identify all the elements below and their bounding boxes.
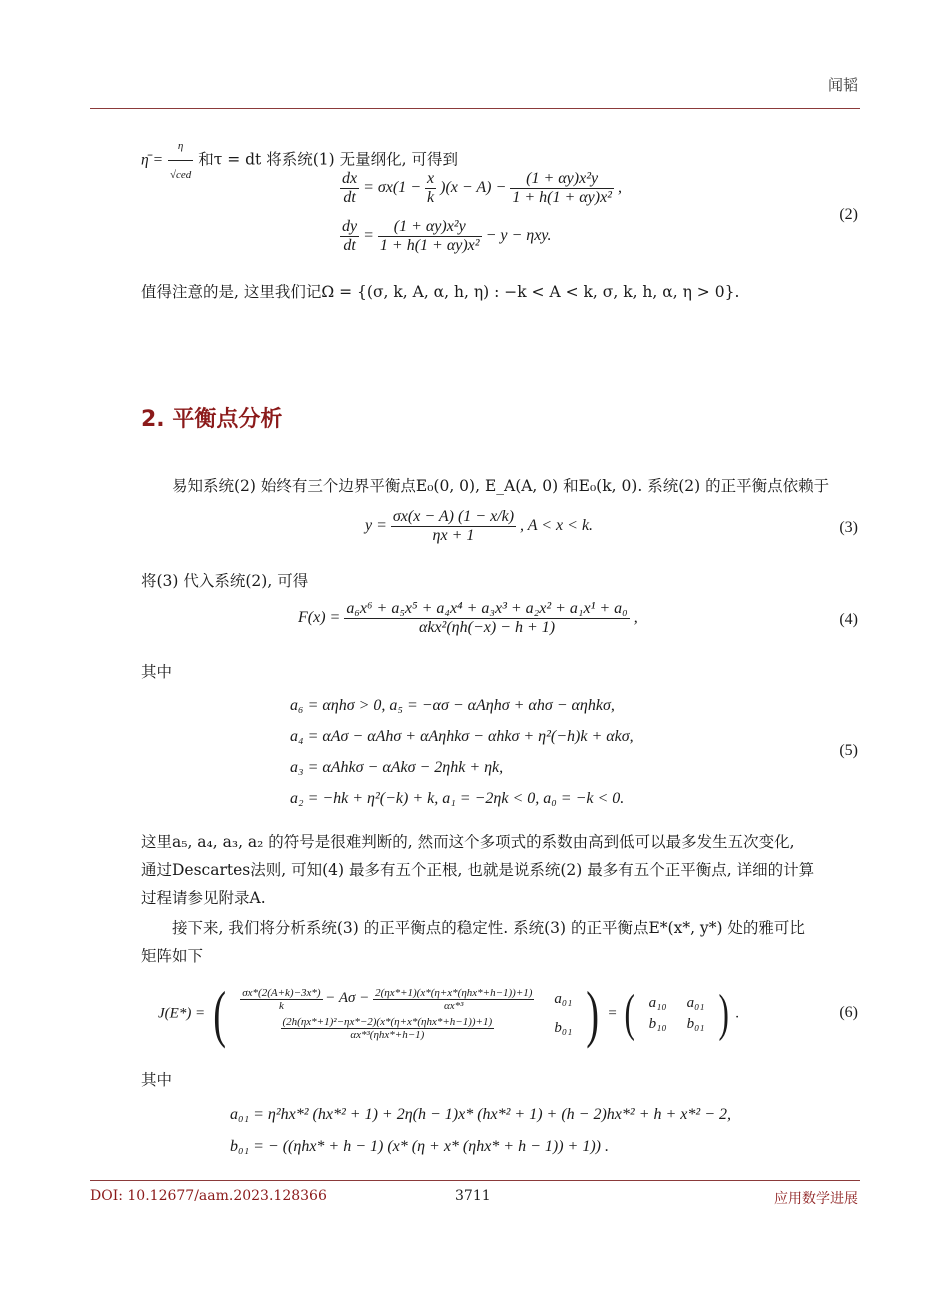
section-title: 2. 平衡点分析 xyxy=(141,407,283,432)
omega-definition: 值得注意的是, 这里我们记Ω = {(σ, k, A, α, h, η) : −k < A < k, σ, k, h, α, η > 0}. xyxy=(141,283,740,301)
equation-4-number: (4) xyxy=(839,611,858,628)
equation-5-line-1: a₆ = αηhσ > 0, a₅ = −ασ − αAηhσ + αhσ − αηhkσ, xyxy=(290,697,615,714)
where-label-2: 其中 xyxy=(141,1071,173,1089)
intro-text: 和τ = dt 将系统(1) 无量纲化, 可得到 xyxy=(198,150,458,169)
equation-6: J(E*) = ( $\frac{\sigma x*(2(A+k)-3x*)}{k}$ − Aσ − $\frac{\text{2(ηx*+1)(x*(η+x*(ηhx*+h−1))+1)}}{\text{αx*³}}$ a₀₁ $\frac{\text{(2h(ηx*+1)²−ηx*−2)(x*(η+x*(ηhx*+h−1))+1)}}{\text{αx*³(ηhx*+h−1)}}$ b₀₁ ) = ( a₁₀ a₀₁ b₁₀ b₀₁ ) . xyxy=(158,978,740,1049)
equation-5-line-4: a₂ = −hk + η²(−k) + k, a₁ = −2ηk < 0, a₀ = −k < 0. xyxy=(290,790,625,807)
footer-journal-name: 应用数学进展 xyxy=(774,1191,858,1207)
equation-b01: b₀₁ = − ((ηhx* + h − 1) (x* (η + x* (ηhx* + h − 1)) + 1)) . xyxy=(230,1138,609,1155)
paragraph-jacobian: 接下来, 我们将分析系统(3) 的正平衡点的稳定性. 系统(3) 的正平衡点E*(x*, y*) 处的雅可比 矩阵如下 xyxy=(141,919,805,965)
equation-4: F(x) = $\frac{\text{a₆x⁶ + a₅x⁵ + a₄x⁴ + a₃x³ + a₂x² + a₁x¹ + a₀}}{\text{αkx²(ηh(−x) − h + 1)}}$ , xyxy=(298,600,638,636)
equation-5-line-3: a₃ = αAhkσ − αAkσ − 2ηhk + ηk, xyxy=(290,759,504,776)
footer-doi: DOI: 10.12677/aam.2023.128366 xyxy=(90,1188,327,1204)
equation-6-number: (6) xyxy=(839,1004,858,1021)
equation-2-line-2: $\frac{dy}{dt}$ = $\frac{\text{(1 + αy)x²y}}{\text{1 + h(1 + αy)x²}}$ − y − ηxy. xyxy=(342,218,552,254)
footer-rule xyxy=(90,1180,860,1181)
paragraph-descartes: 这里a₅, a₄, a₃, a₂ 的符号是很难判断的, 然而这个多项式的系数由高到低可以最多发生五次变化, 通过Descartes法则, 可知(4) 最多有五个正根, 也就是说系统(2) 最多有五个正平衡点, 详细的计算 过程请参见附录A. xyxy=(141,833,815,907)
eta-bar-def: η̄ = xyxy=(141,151,164,169)
jacobian-matrix: ( $\frac{\sigma x*(2(A+k)-3x*)}{k}$ − Aσ − $\frac{\text{2(ηx*+1)(x*(η+x*(ηhx*+h−1))+1)}}{\text{αx*³}}$ a₀₁ $\frac{\text{(2h(ηx*+1)²−ηx*−2)(x*(η+x*(ηhx*+h−1))+1)}}{\text{αx*³(ηhx*+h−1)}}$ b₀₁ ) xyxy=(213,978,600,1049)
where-label-1: 其中 xyxy=(141,663,173,681)
equation-3-number: (3) xyxy=(839,519,858,536)
header-rule xyxy=(90,108,860,109)
paragraph-boundary-equilibria: 易知系统(2) 始终有三个边界平衡点E₀(0, 0), E_A(A, 0) 和E₀(k, 0). 系统(2) 的正平衡点依赖于 xyxy=(172,477,830,495)
coefficient-matrix: ( a₁₀ a₀₁ b₁₀ b₀₁ ) xyxy=(624,985,729,1042)
equation-5-number: (5) xyxy=(839,742,858,759)
eta-bar-fraction: $\frac{\eta}{\text{√ced}}$ xyxy=(168,132,193,189)
running-header-author: 闻韬 xyxy=(827,76,858,94)
equation-2-number: (2) xyxy=(839,206,858,223)
equation-a01: a₀₁ = η²hx*² (hx*² + 1) + 2η(h − 1)x* (hx*² + 1) + (h − 2)hx*² + h + x*² − 2, xyxy=(230,1106,731,1123)
equation-2-line-1: $\frac{dx}{dt}$ = σx(1 − $\frac{x}{k}$ )(x − A) − $\frac{\text{(1 + αy)x²y}}{\text{1 + h(1 + αy)x²}}$ , xyxy=(342,170,622,206)
equation-5-line-2: a₄ = αAσ − αAhσ + αAηhkσ − αhkσ + η²(−h)k + αkσ, xyxy=(290,728,634,745)
equation-3: y = $\frac{\sigma x(x - A) (1 - x/k)}{\eta x + 1}$ , A < x < k. xyxy=(365,508,594,544)
paragraph-substitute: 将(3) 代入系统(2), 可得 xyxy=(141,572,309,590)
footer-page-number: 3711 xyxy=(455,1188,491,1204)
